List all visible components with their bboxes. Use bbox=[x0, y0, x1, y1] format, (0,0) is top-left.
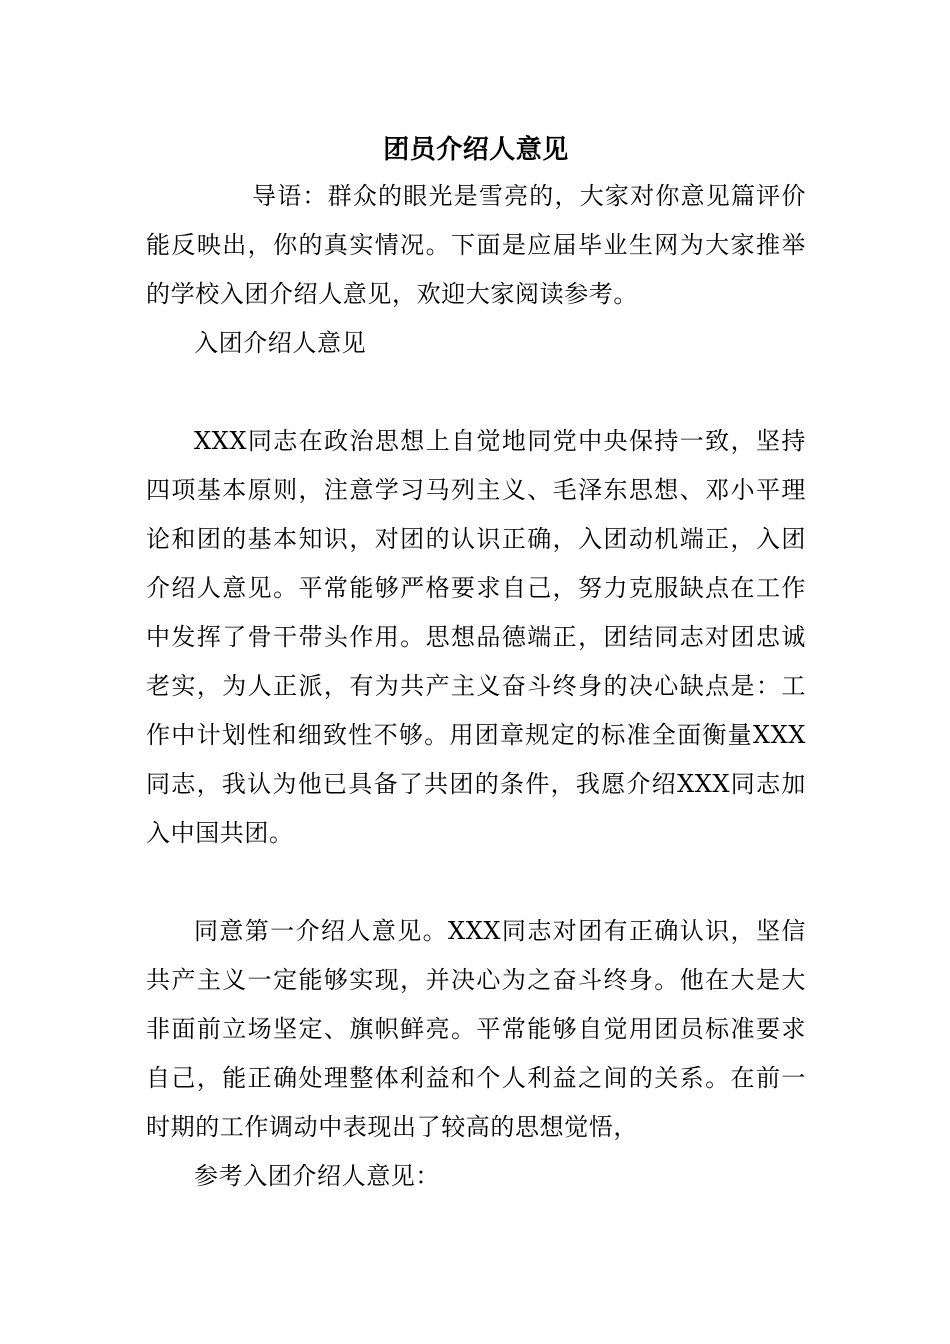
closing-heading: 参考入团介绍人意见： bbox=[194, 1162, 440, 1190]
section-heading: 入团介绍人意见 bbox=[194, 329, 367, 357]
body-paragraph-2: 同意第一介绍人意见。XXX同志对团有正确认识，坚信共产主义一定能够实现，并决心为之奋斗终身。他在大是大非面前立场坚定、旗帜鲜亮。平常能够自觉用团员标准要求自己，能正确处理整体利益和个人利益之间的关系。在前一时期的工作调动中表现出了较高的思想觉悟， bbox=[146, 917, 806, 1141]
document-page bbox=[146, 130, 806, 1201]
document-title: 团员介绍人意见 bbox=[383, 135, 569, 165]
blank-line bbox=[146, 368, 806, 417]
intro-paragraph: 导语：群众的眼光是雪亮的，大家对你意见篇评价能反映出，你的真实情况。下面是应届毕业生网为大家推举的学校入团介绍人意见，欢迎大家阅读参考。 bbox=[146, 182, 806, 308]
blank-line bbox=[146, 858, 806, 907]
body-paragraph-1: XXX同志在政治思想上自觉地同党中央保持一致，坚持四项基本原则，注意学习马列主义、毛泽东思想、邓小平理论和团的基本知识，对团的认识正确，入团动机端正，入团介绍人意见。平常能够严格要求自己，努力克服缺点在工作中发挥了骨干带头作用。思想品德端正，团结同志对团忠诚老实，为人正派，有为共产主义奋斗终身的决心缺点是：工作中计划性和细致性不够。用团章规定的标准全面衡量XXX同志，我认为他已具备了共团的条件，我愿介绍XXX同志加入中国共团。 bbox=[146, 427, 806, 847]
